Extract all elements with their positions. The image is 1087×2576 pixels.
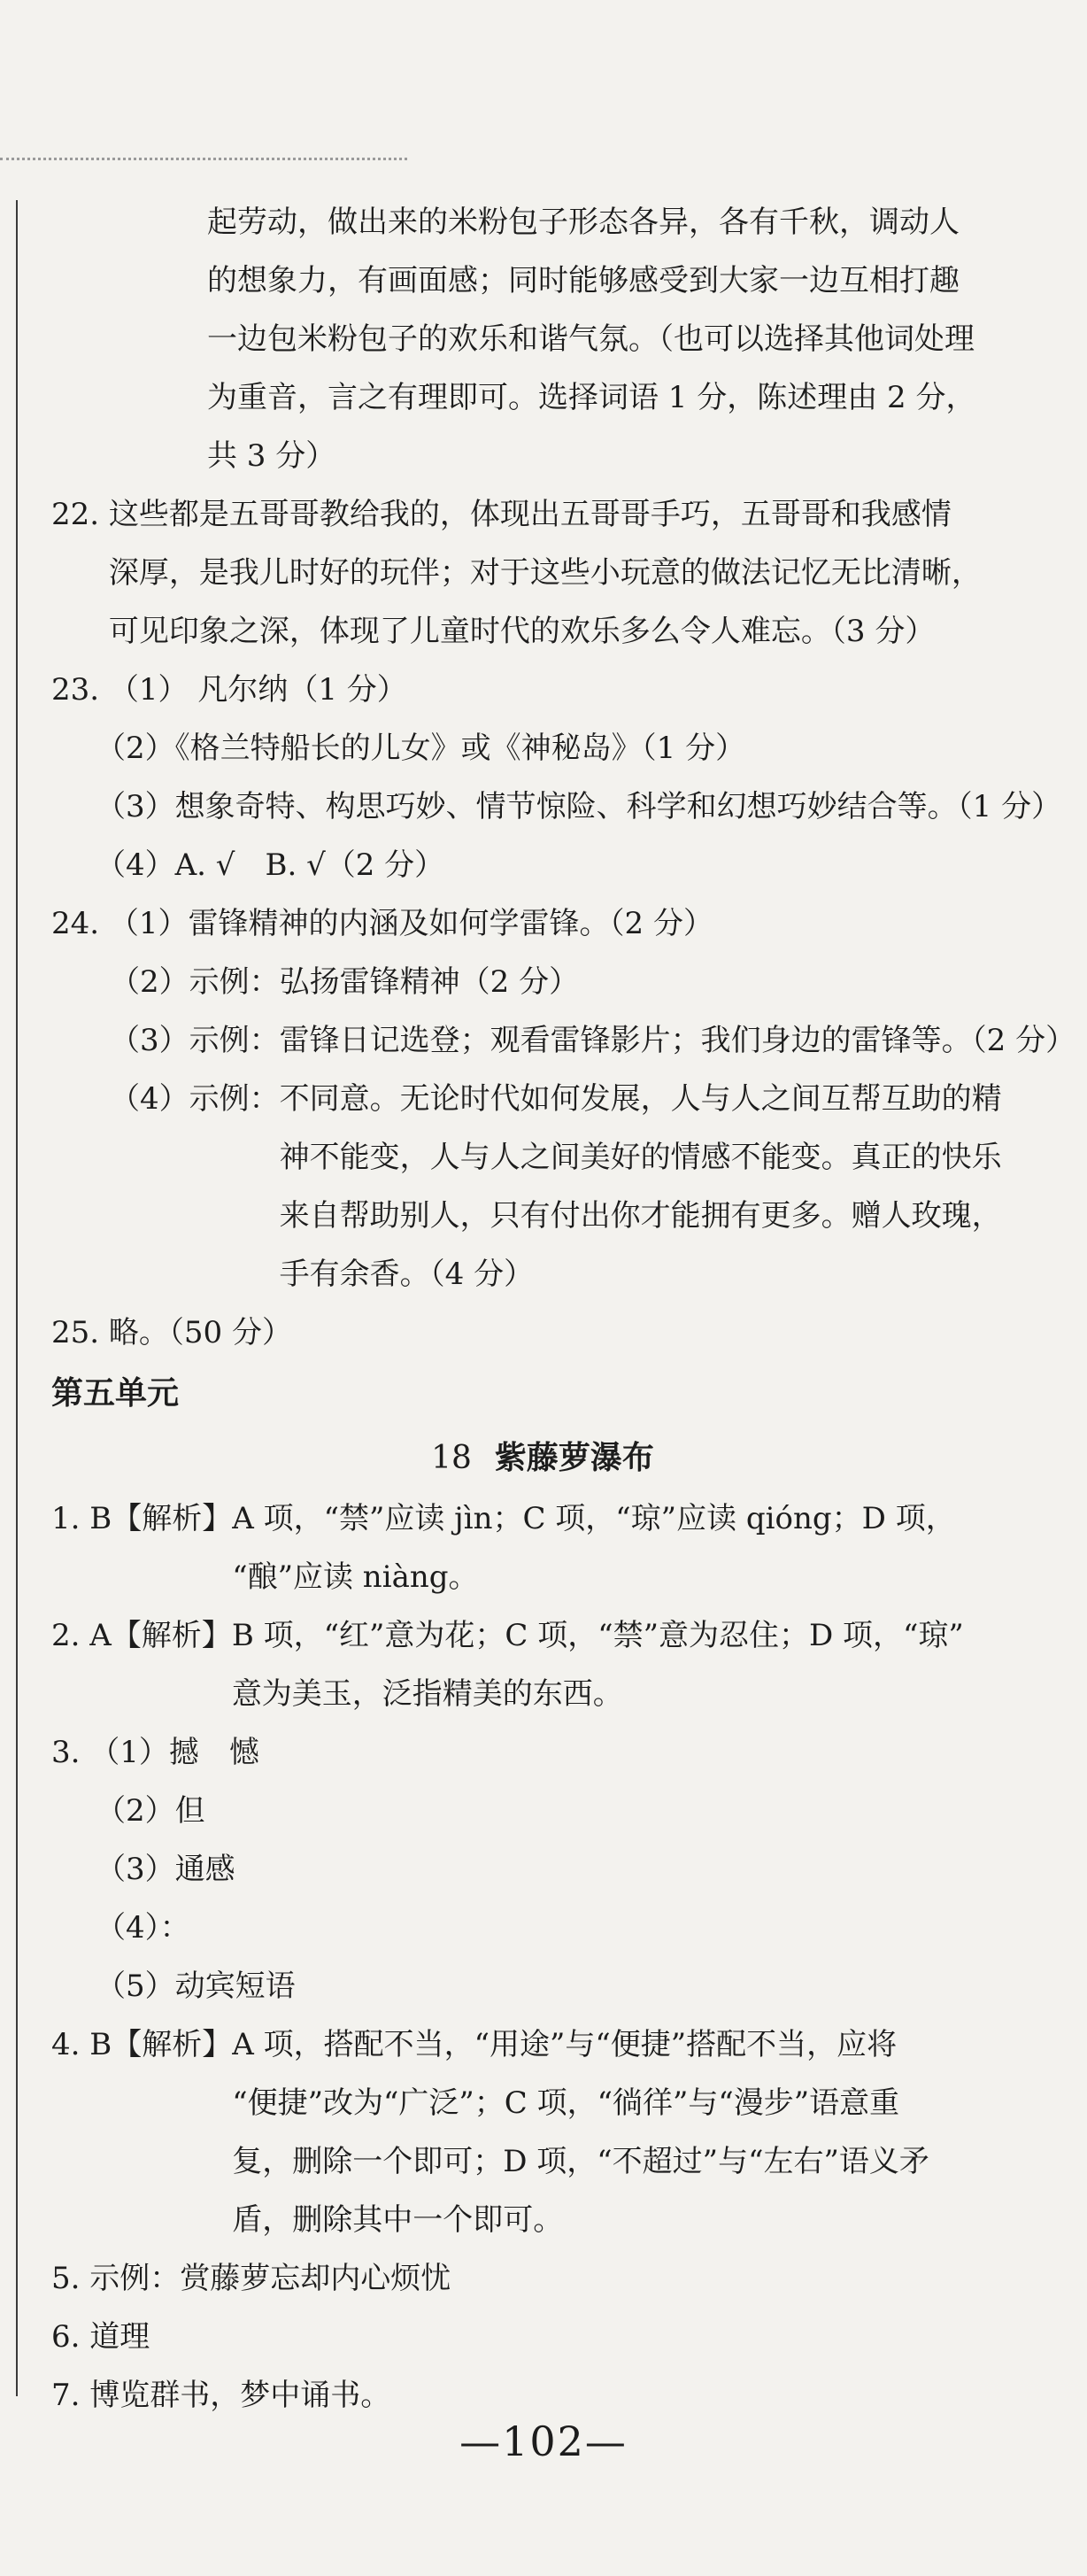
answer-22 bbox=[51, 485, 1034, 661]
answer-number: 3. bbox=[51, 1735, 90, 1770]
answer-content bbox=[51, 193, 1076, 2425]
q21-continuation bbox=[51, 193, 1034, 485]
text-line: 神不能变，人与人之间美好的情感不能变。真正的快乐 bbox=[279, 1140, 1002, 1175]
sub-answer: （1） 凡尔纳（1 分） bbox=[108, 672, 407, 708]
text-line: 深厚，是我儿时好的玩伴；对于这些小玩意的做法记忆无比清晰， bbox=[108, 555, 982, 591]
page-number: —102— bbox=[459, 2417, 628, 2465]
lesson-title: 紫藤萝瀑布 bbox=[494, 1440, 654, 1476]
sub-answer: （1）雷锋精神的内涵及如何学雷锋。（2 分） bbox=[108, 906, 713, 941]
sub-answer-4 bbox=[51, 1070, 1034, 1303]
answer-number: 4. B【解析】 bbox=[51, 2027, 233, 2062]
text-line: 复，删除一个即可；D 项，“不超过”与“左右”语义矛 bbox=[232, 2144, 929, 2179]
answer-number: 2. A【解析】 bbox=[51, 1618, 232, 1653]
text-line: 为重音，言之有理即可。选择词语 1 分，陈述理由 2 分， bbox=[207, 380, 976, 415]
text-line: 盾，删除其中一个即可。 bbox=[232, 2202, 564, 2238]
text-line: 意为美玉，泛指精美的东西。 bbox=[231, 1676, 623, 1712]
lesson-number: 18 bbox=[431, 1440, 472, 1476]
answer-24 bbox=[51, 894, 1076, 1303]
text-line: 起劳动，做出来的米粉包子形态各异，各有千秋，调动人 bbox=[207, 205, 960, 240]
lesson-heading bbox=[51, 1426, 1034, 1489]
unit-heading: 第五单元 bbox=[51, 1375, 180, 1412]
sub-answer: （3）想象奇特、构思巧妙、情节惊险、科学和幻想巧妙结合等。（1 分） bbox=[96, 789, 1062, 824]
answer-23 bbox=[51, 661, 1062, 894]
text-line: 手有余香。（4 分） bbox=[279, 1257, 535, 1292]
answer-number: 1. B【解析】 bbox=[51, 1501, 233, 1536]
answer-1 bbox=[51, 1489, 1034, 1606]
top-dotted-rule bbox=[0, 158, 407, 160]
answer-5: 5. 示例：赏藤萝忘却内心烦忧 bbox=[51, 2261, 451, 2296]
answer-7: 7. 博览群书，梦中诵书。 bbox=[51, 2378, 391, 2413]
answer-number: 24. bbox=[51, 906, 109, 941]
text-line: “酿”应读 niàng。 bbox=[232, 1559, 479, 1595]
text-line: 共 3 分） bbox=[207, 438, 336, 474]
sub-answer: （2）《格兰特船长的儿女》或《神秘岛》（1 分） bbox=[96, 731, 746, 766]
sub-answer: （2）示例：弘扬雷锋精神（2 分） bbox=[110, 964, 580, 1000]
text-line: A 项，“禁”应读 jìn；C 项，“琼”应读 qióng；D 项， bbox=[232, 1501, 956, 1536]
text-line: A 项，搭配不当，“用途”与“便捷”搭配不当，应将 bbox=[232, 2027, 898, 2062]
text-line: 可见印象之深，体现了儿童时代的欢乐多么令人难忘。（3 分） bbox=[108, 614, 936, 649]
answer-number: 23. bbox=[51, 672, 109, 708]
text-line: 不同意。无论时代如何发展，人与人之间互帮互助的精 bbox=[279, 1081, 1002, 1117]
sub-answer-label: （4）示例： bbox=[110, 1081, 280, 1117]
answer-6: 6. 道理 bbox=[51, 2319, 150, 2355]
sub-answer: （4）A. √ B. √（2 分） bbox=[96, 847, 445, 883]
answer-2 bbox=[51, 1606, 1034, 1723]
text-line: 这些都是五哥哥教给我的，体现出五哥哥手巧，五哥哥和我感情 bbox=[108, 497, 952, 532]
answer-25: 25. 略。（50 分） bbox=[51, 1315, 292, 1350]
text-line: “便捷”改为“广泛”；C 项，“徜徉”与“漫步”语意重 bbox=[232, 2085, 900, 2121]
sub-answer: （5）动宾短语 bbox=[96, 1969, 296, 2004]
text-line: 来自帮助别人，只有付出你才能拥有更多。赠人玫瑰， bbox=[279, 1198, 1002, 1234]
answer-number: 22. bbox=[51, 497, 109, 532]
sub-answer: （4）： bbox=[96, 1910, 190, 1946]
sub-answer: （2）但 bbox=[96, 1793, 205, 1829]
sub-answer: （1）撼 憾 bbox=[89, 1735, 259, 1770]
answer-3 bbox=[51, 1723, 1034, 2015]
text-line: 的想象力，有画面感；同时能够感受到大家一边互相打趣 bbox=[207, 263, 960, 298]
sub-answer: （3）通感 bbox=[96, 1852, 235, 1887]
text-line: B 项，“红”意为花；C 项，“禁”意为忍住；D 项，“琼” bbox=[231, 1618, 964, 1653]
answer-4 bbox=[51, 2015, 1034, 2249]
text-line: 一边包米粉包子的欢乐和谐气氛。（也可以选择其他词处理 bbox=[207, 321, 975, 357]
sub-answer: （3）示例：雷锋日记选登；观看雷锋影片；我们身边的雷锋等。（2 分） bbox=[110, 1023, 1076, 1058]
left-margin-rule bbox=[16, 200, 18, 2396]
